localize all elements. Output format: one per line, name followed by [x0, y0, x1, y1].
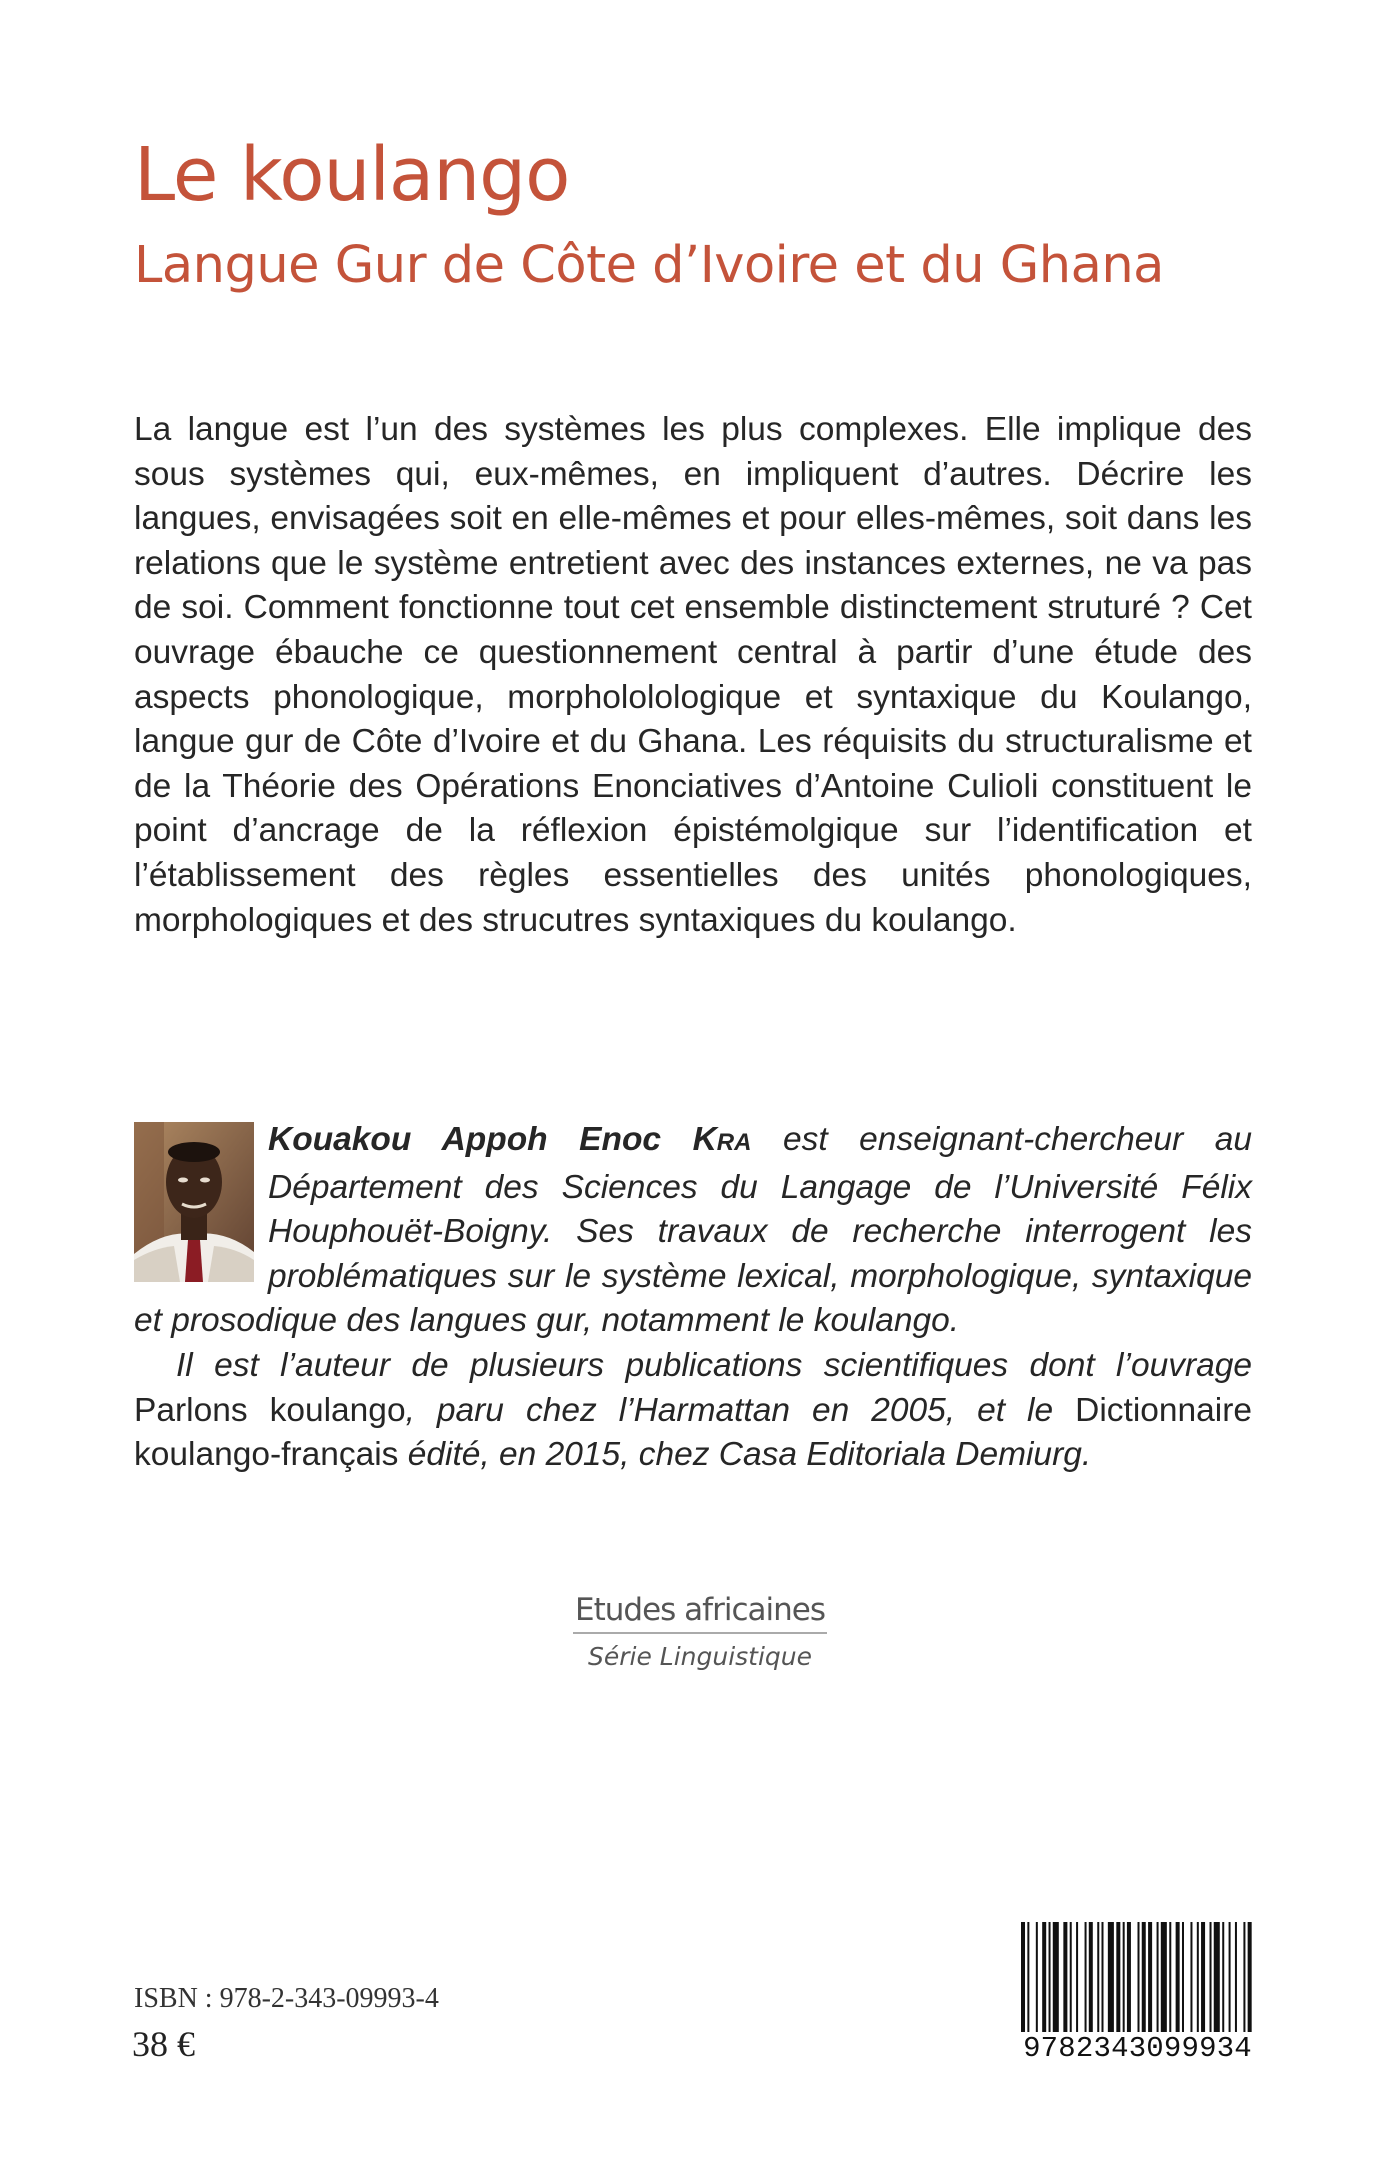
barcode-bar: [1176, 1922, 1180, 2034]
barcode-bar: [1070, 1922, 1072, 2034]
barcode-bar: [1076, 1922, 1078, 2034]
book-summary: La langue est l’un des systèmes les plus complexes. Elle implique des sous systèmes qui, eux-mêmes, en impliquent d’autres. Décrire les langues, envisagées soit en elle-mêmes et pour elles-mêmes, soit dans les relations que le système entretient avec des instances externes, ne va pas de soi. Comment fonctionne tout cet ensemble distinctement struturé ? Cet ouvrage ébauche ce questionnement central à partir d’une étude des aspects phonologique, morphololologique et syntaxique du Koulango, langue gur de Côte d’Ivoire et du Ghana. Les réquisits du structuralisme et de la Théorie des Opérations Enonciatives d’Antoine Culioli constituent le point d’ancrage de la réflexion épistémolgique sur l’identification et l’établissement des règles essentielles des unités phonologiques, morphologiques et des strucutres syntaxiques du koulango.: [134, 411, 1252, 939]
book-title: Le koulango: [134, 132, 570, 218]
author-bio-paragraph-2: Il est l’auteur de plusieurs publications scientifiques dont l’ouvrage Parlons koulango, paru chez l’Harmattan en 2005, et le Dictionnaire koulango-français édité, en 2015, chez Casa Editoriala Demiurg.: [134, 1346, 1253, 1474]
barcode-bar: [1201, 1922, 1205, 2034]
barcode-bar: [1222, 1922, 1224, 2034]
author-bio: [134, 1118, 1252, 1478]
barcode-bar: [1063, 1922, 1067, 2034]
book-reference-2: Dictionnaire koulango-français: [134, 1391, 1253, 1474]
barcode-bar: [1116, 1922, 1120, 2034]
barcode-bar: [1049, 1922, 1051, 2034]
series-name: Etudes africaines: [573, 1592, 827, 1634]
series-subtitle: Série Linguistique: [587, 1642, 813, 1671]
barcode-bar: [1169, 1922, 1171, 2034]
barcode-bar: [1042, 1922, 1046, 2034]
isbn: ISBN : 978-2-343-09993-4: [134, 1983, 439, 2014]
barcode-bar: [1214, 1922, 1220, 2034]
barcode-bar: [1108, 1922, 1114, 2034]
barcode-bar: [1085, 1922, 1087, 2034]
barcode-bar: [1142, 1922, 1146, 2034]
barcode: [1016, 1922, 1259, 2069]
barcode-bar: [1235, 1922, 1237, 2034]
barcode-bar: [1243, 1922, 1245, 2034]
barcode-bar: [1021, 1922, 1025, 2034]
barcode-bar: [1210, 1922, 1212, 2034]
barcode-digits: 9782343099934: [1016, 2032, 1259, 2066]
barcode-bar: [1157, 1922, 1159, 2034]
barcode-bar: [1248, 1922, 1252, 2034]
series-label: [0, 1592, 1400, 1671]
barcode-bar: [1148, 1922, 1152, 2034]
barcode-bar: [1161, 1922, 1167, 2034]
barcode-bar: [1190, 1922, 1192, 2034]
book-subtitle: Langue Gur de Côte d’Ivoire et du Ghana: [134, 236, 1164, 295]
book-reference-1: Parlons koulango: [134, 1391, 406, 1429]
barcode-bar: [1182, 1922, 1184, 2034]
barcode-bar: [1089, 1922, 1093, 2034]
barcode-bar: [1097, 1922, 1099, 2034]
barcode-bar: [1101, 1922, 1103, 2034]
barcode-bar: [1027, 1922, 1029, 2034]
barcode-bar: [1127, 1922, 1131, 2034]
barcode-bar: [1138, 1922, 1140, 2034]
barcode-bar: [1053, 1922, 1059, 2034]
author-name: Kouakou Appoh Enoc KRA: [268, 1121, 752, 1158]
barcode-bar: [1123, 1922, 1125, 2034]
barcode-bar: [1036, 1922, 1038, 2034]
author-bio-paragraph-1: Kouakou Appoh Enoc KRA est enseignant-chercheur au Département des Sciences du Langage de l’Université Félix Houphouët-Boigny. Ses travaux de recherche interrogent les problématiques sur le système lexical, morphologique, syntaxique et prosodique des langues gur, notamment le koulango.: [134, 1121, 1252, 1340]
price: 38 €: [132, 2024, 195, 2064]
barcode-bar: [1197, 1922, 1199, 2034]
barcode-bar: [1229, 1922, 1231, 2034]
